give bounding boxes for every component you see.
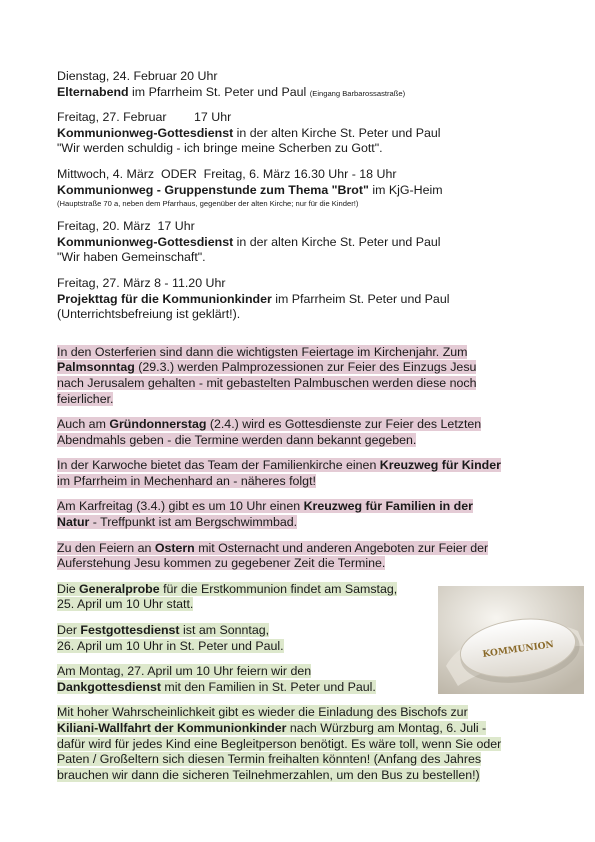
event-projekttag [57, 276, 557, 323]
highlight-gruendonnerstag: Gründonnerstag [109, 417, 207, 432]
event-location: im Pfarrheim St. Peter und Paul [271, 291, 450, 306]
event-location: im KjG-Heim [368, 182, 443, 197]
highlight-festgottesdienst: Festgottesdienst [80, 623, 180, 638]
paragraph-karwoche: In der Karwoche bietet das Team der Familienkirche einen Kreuzweg für Kinder im Pfarrheim in Mechenhard an - näheres folgt! [57, 458, 501, 488]
highlight-dankgottesdienst: Dankgottesdienst [57, 679, 161, 694]
event-date: Freitag, 27. März 8 - 11.20 Uhr [57, 275, 226, 290]
event-elternabend [57, 69, 557, 100]
event-location: in der alten Kirche St. Peter und Paul [233, 234, 441, 249]
event-motto: "Wir werden schuldig - ich bringe meine Scherben zu Gott". [57, 141, 383, 156]
event-date: Freitag, 27. Februar 17 Uhr [57, 110, 232, 125]
event-gottesdienst-1 [57, 110, 557, 157]
paragraph-gruendonnerstag: Auch am Gründonnerstag (2.4.) wird es Gottesdienste zur Feier des Letzten Abendmahls geben - die Termine werden dann bekannt gegeben. [57, 417, 482, 447]
event-date: Freitag, 20. März 17 Uhr [57, 219, 195, 234]
event-date: Dienstag, 24. Februar 20 Uhr [57, 69, 218, 83]
event-title: Kommunionweg-Gottesdienst [57, 234, 234, 249]
paragraph-festgottesdienst: Der Festgottesdienst ist am Sonntag, 26. April um 10 Uhr in St. Peter und Paul. [57, 623, 284, 653]
event-location: in der alten Kirche St. Peter und Paul [233, 125, 441, 140]
event-gottesdienst-2 [57, 219, 557, 266]
highlight-kiliani: Kiliani-Wallfahrt der Kommunionkinder [57, 721, 287, 735]
event-title: Elternabend [57, 84, 129, 99]
highlight-kreuzweg-familien: Kreuzweg für Familien in der [303, 499, 473, 514]
event-gruppenstunde [57, 167, 557, 209]
kommunion-seal-icon [438, 586, 584, 694]
event-note: (Eingang Barbarossastraße) [309, 88, 406, 98]
event-title: Projekttag für die Kommunionkinder [57, 291, 272, 306]
paragraph-osterferien: In den Osterferien sind dann die wichtigsten Feiertage im Kirchenjahr. Zum Palmsonntag (29.3.) werden Palmprozessionen zur Feier des Einzugs Jesu nach Jerusalem gehalten - mit gebastelten Palmbuschen werden diese noch feierlicher. [57, 344, 477, 406]
paragraph-generalprobe: Die Generalprobe für die Erstkommunion findet am Samstag, 25. April um 10 Uhr statt. [57, 581, 398, 612]
event-date: Mittwoch, 4. März ODER Freitag, 6. März 16.30 Uhr - 18 Uhr [57, 166, 397, 181]
highlight-generalprobe: Generalprobe [79, 581, 160, 596]
seal-label: KOMMUNION [482, 640, 555, 660]
paragraph-kiliani: Mit hoher Wahrscheinlichkeit gibt es wieder die Einladung des Bischofs zur Kiliani-Wallfahrt der Kommunionkinder nach Würzburg am Montag, 6. Juli - dafür wird für jedes Kind eine Begleitperson benötigt. Es wäre toll, wenn Sie oder Paten / Großeltern sich diesen Termin freihalten könnten! (Anfang des Jahres brauchen wir dann die sicheren Teilnehmerzahlen, um den Bus zu bestellen!) [57, 705, 502, 782]
kommunion-photo [438, 586, 584, 694]
event-motto: "Wir haben Gemeinschaft". [57, 250, 206, 265]
event-title: Kommunionweg - Gruppenstunde zum Thema "Brot" [57, 182, 369, 197]
paragraph-karfreitag: Am Karfreitag (3.4.) gibt es um 10 Uhr einen Kreuzweg für Familien in der Natur - Treffpunkt ist am Bergschwimmbad. [57, 499, 473, 530]
event-title: Kommunionweg-Gottesdienst [57, 125, 234, 140]
highlight-kreuzweg-kinder: Kreuzweg für Kinder [379, 458, 501, 473]
paragraph-ostern: Zu den Feiern an Ostern mit Osternacht und anderen Angeboten zur Feier der Auferstehung Jesu kommen zu gegebener Zeit die Termine. [57, 540, 489, 571]
event-note: (Unterrichtsbefreiung ist geklärt!). [57, 307, 241, 322]
paragraph-dankgottesdienst: Am Montag, 27. April um 10 Uhr feiern wir den Dankgottesdienst mit den Familien in St. Peter und Paul. [57, 664, 376, 694]
highlight-ostern: Ostern [154, 540, 195, 555]
highlight-palmsonntag: Palmsonntag [57, 360, 135, 375]
event-location: im Pfarrheim St. Peter und Paul [128, 84, 310, 99]
event-note: (Hauptstraße 70 a, neben dem Pfarrhaus, gegenüber der alten Kirche; nur für die Kinder!) [57, 199, 359, 209]
